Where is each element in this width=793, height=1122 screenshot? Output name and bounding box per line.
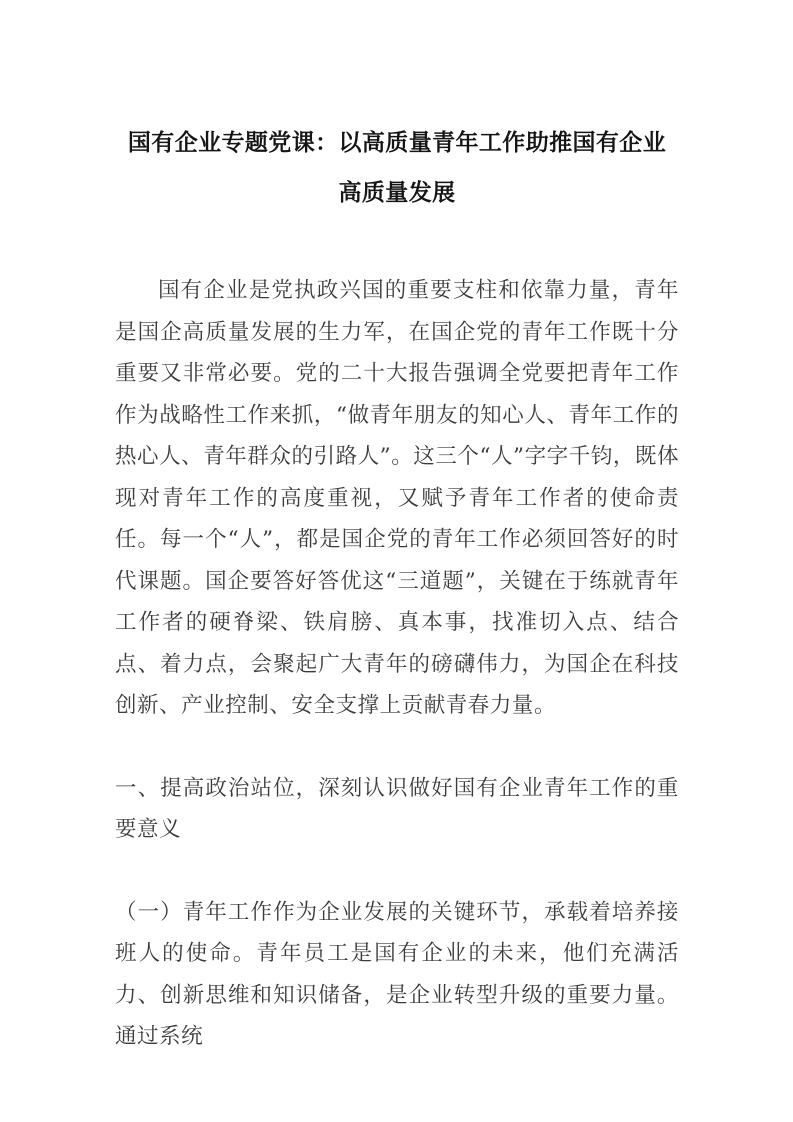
paragraph-spacer-2: [115, 851, 679, 892]
page-content-column: [115, 0, 679, 1058]
title-body-spacer: [115, 218, 679, 270]
intro-paragraph: 国有企业是党执政兴国的重要支柱和依靠力量，青年是国企高质量发展的生力军，在国企党的青年工作既十分重要又非常必要。党的二十大报告强调全党要把青年工作作为战略性工作来抓，“做青年朋友的知心人、青年工作的热心人、青年群众的引路人”。这三个“人”字字千钧，既体现对青年工作的高度重视，又赋予青年工作者的使命责任。每一个“人”，都是国企党的青年工作必须回答好的时代课题。国企要答好答优这“三道题”，关键在于练就青年工作者的硬脊梁、铁肩膀、真本事，找准切入点、结合点、着力点，会聚起广大青年的磅礴伟力，为国企在科技创新、产业控制、安全支撑上贡献青春力量。: [115, 278, 679, 718]
document-title-line-1: 国有企业专题党课：以高质量青年工作助推国有企业: [127, 130, 667, 156]
subsection-paragraph-1-1: （一）青年工作作为企业发展的关键环节，承载着培养接班人的使命。青年员工是国有企业的未来，他们充满活力、创新思维和知识储备，是企业转型升级的重要力量。通过系统: [115, 899, 679, 1049]
paragraph-spacer-1: [115, 727, 679, 768]
section-heading-1: 一、提高政治站位，深刻认识做好国有企业青年工作的重要意义: [115, 775, 679, 842]
document-title: [115, 0, 679, 218]
document-title-line-2: 高质量发展: [338, 180, 456, 206]
